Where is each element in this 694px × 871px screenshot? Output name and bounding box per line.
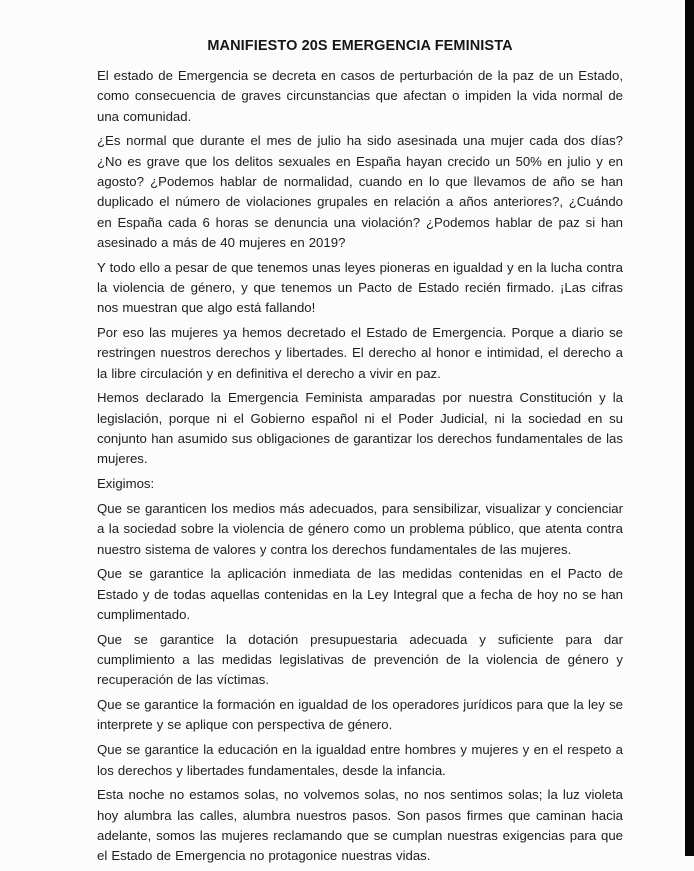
paragraph-estado-emergencia: El estado de Emergencia se decreta en casos de perturbación de la paz de un Estado, como consecuencia de graves circunstancias que afectan o impiden la vida normal de una comunidad. (97, 68, 623, 124)
paragraph-cierre-luz-violeta: Esta noche no estamos solas, no volvemos solas, no nos sentimos solas; la luz violeta hoy alumbra las calles, alumbra nuestros pasos. Son pasos firmes que caminan hacia adelante, somos las mujeres reclamando que se cumplan nuestras exigencias para que el Estado de Emergencia no protagonice nuestras vidas. (97, 787, 623, 864)
paragraph-decretado-emergencia: Por eso las mujeres ya hemos decretado el Estado de Emergencia. Porque a diario se restringen nuestros derechos y libertades. El derecho al honor e intimidad, el derecho a la libre circulación y en definitiva el derecho a vivir en paz. (97, 325, 623, 381)
paragraph-demanda-formacion: Que se garantice la formación en igualdad de los operadores jurídicos para que la ley se interprete y se aplique con perspectiva de género. (97, 697, 623, 733)
paragraph-demanda-pacto-estado: Que se garantice la aplicación inmediata de las medidas contenidas en el Pacto de Estado y de todas aquellas contenidas en la Ley Integral que a fecha de hoy no se han cumplimentado. (97, 566, 623, 622)
paragraph-preguntas-cifras: ¿Es normal que durante el mes de julio ha sido asesinada una mujer cada dos días? ¿No es grave que los delitos sexuales en España hayan crecido un 50% en julio y en agosto? ¿Podemos hablar de normalidad, cuando en lo que llevamos de año se han duplicado el número de violaciones grupales en relación a años anteriores?, ¿Cuándo en España cada 6 horas se denuncia una violación? ¿Podemos hablar de paz si han asesinado a más de 40 mujeres en 2019? (97, 133, 623, 250)
paragraph-leyes-pioneras: Y todo ello a pesar de que tenemos unas leyes pioneras en igualdad y en la lucha contra la violencia de género, y que tenemos un Pacto de Estado recién firmado. ¡Las cifras nos muestran que algo está fallando! (97, 259, 623, 316)
paragraph-demanda-medios: Que se garanticen los medios más adecuados, para sensibilizar, visualizar y concienciar a la sociedad sobre la violencia de género como un problema público, que atenta contra nuestro sistema de valores y contra los derechos fundamentales de las mujeres. (97, 500, 623, 557)
document-title: MANIFIESTO 20S EMERGENCIA FEMINISTA (207, 38, 513, 54)
document-body (97, 38, 623, 871)
paragraph-exigimos: Exigimos: (97, 476, 155, 492)
scan-artifact-right-edge (685, 0, 694, 856)
paragraph-demanda-dotacion: Que se garantice la dotación presupuestaria adecuada y suficiente para dar cumplimiento a las medidas legislativas de prevención de la violencia de género y recuperación de las víctimas. (97, 631, 623, 688)
paragraph-declaracion-constitucion: Hemos declarado la Emergencia Feminista amparadas por nuestra Constitución y la legislación, porque ni el Gobierno español ni el Poder Judicial, ni la sociedad en su conjunto han asumido sus obligaciones de garantizar los derechos fundamentales de las mujeres. (97, 390, 623, 467)
paragraph-demanda-educacion: Que se garantice la educación en la igualdad entre hombres y mujeres y en el respeto a los derechos y libertades fundamentales, desde la infancia. (97, 742, 623, 778)
